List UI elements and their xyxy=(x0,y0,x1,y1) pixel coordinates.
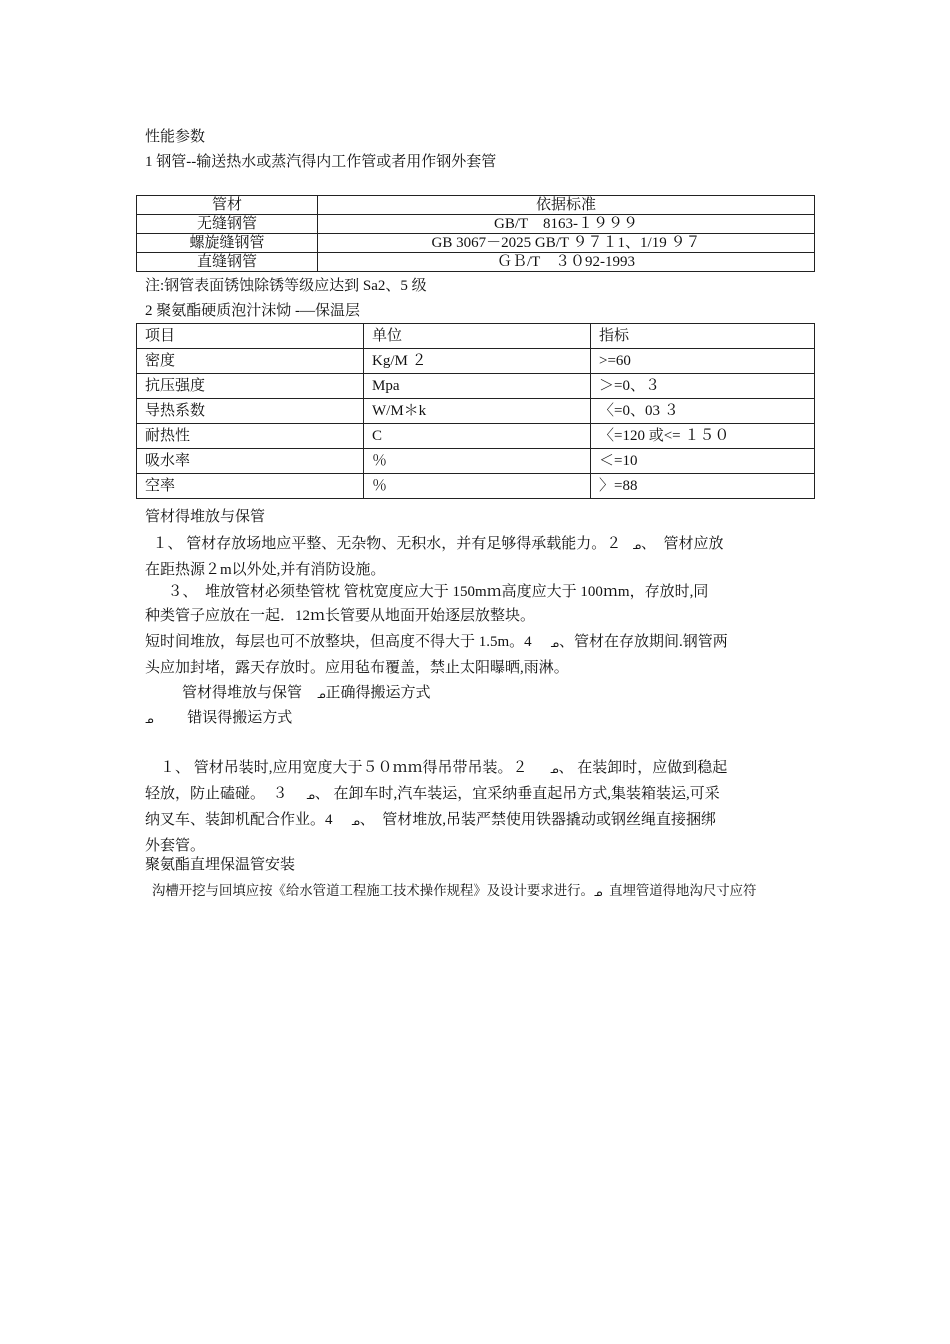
table-row xyxy=(137,474,815,499)
table-header-cell: 依据标准 xyxy=(318,196,815,215)
polyurethane-properties-table xyxy=(136,323,815,499)
table-row xyxy=(137,234,815,253)
caption-text: 错误得搬运方式 xyxy=(187,710,293,726)
table-row xyxy=(137,449,815,474)
table-cell: 耐热性 xyxy=(137,424,364,449)
caption-correct-handling xyxy=(182,683,431,705)
para-text: 、 管材应放 xyxy=(641,536,724,552)
table-cell: ＞=0、３ xyxy=(591,374,815,399)
table-header-row xyxy=(137,196,815,215)
table-row xyxy=(137,349,815,374)
para-text: 轻放，防止磕碰。 ３ xyxy=(145,786,288,802)
para-text: 纳叉车、装卸机配合作业。4 xyxy=(145,812,333,828)
caption-text: 正确得搬运方式 xyxy=(325,685,431,701)
table-header-cell: 指标 xyxy=(591,324,815,349)
para-text: ３、 堆放管材必须垫管枕 管枕宽度应大于 150mｍ高度应大于 100ｍm，存放时,同 xyxy=(167,584,709,600)
section3-title: 管材得堆放与保管 xyxy=(145,509,266,525)
steel-pipe-standards-table xyxy=(136,195,815,272)
table-cell: 导热系数 xyxy=(137,399,364,424)
para-text: １、 管材存放场地应平整、无杂物、无积水，并有足够得承载能力。２ xyxy=(152,536,622,552)
para-text: 短时间堆放，每层也可不放整块，但高度不得大于 1.5m。4 xyxy=(145,634,532,650)
glyph-icon: ᓄ xyxy=(593,888,603,899)
glyph-icon: ᓄ xyxy=(550,639,559,650)
table-header-row xyxy=(137,324,815,349)
handling-paragraph xyxy=(145,756,809,858)
table-row xyxy=(137,424,815,449)
table-row xyxy=(137,253,815,272)
caption-wrong-handling xyxy=(145,708,292,730)
table-cell: 抗压强度 xyxy=(137,374,364,399)
table-cell: C xyxy=(364,424,591,449)
table-cell: ＜=10 xyxy=(591,449,815,474)
storage-paragraph-2 xyxy=(145,580,809,628)
table-cell: GB/T 8163-１９９９ xyxy=(318,215,815,234)
glyph-icon: ᓄ xyxy=(632,541,642,552)
table-cell: GB 3067－2025 GB/T ９７１1、1/19 ９７ xyxy=(318,234,815,253)
table-cell: 吸水率 xyxy=(137,449,364,474)
table-cell: 〈=120 或<= １５０ xyxy=(591,424,815,449)
storage-paragraph-3 xyxy=(145,630,809,680)
glyph-icon: ᓄ xyxy=(351,817,360,828)
table-row xyxy=(137,215,815,234)
section1-title: 1 钢管--输送热水或蒸汽得内工作管或者用作钢外套管 xyxy=(145,154,497,170)
para-text: 沟槽开挖与回填应按《给水管道工程施工技术操作规程》及设计要求进行。 xyxy=(152,883,594,898)
storage-paragraph-1 xyxy=(145,532,809,582)
table-cell: 〉=88 xyxy=(591,474,815,499)
glyph-icon: ᓄ xyxy=(317,690,326,701)
heading: 性能参数 xyxy=(145,129,206,145)
table-cell: 〈=0、03 ３ xyxy=(591,399,815,424)
para-text: 种类管子应放在一起．12ｍ长管要从地面开始逐层放整块。 xyxy=(145,608,536,624)
table-cell: ＧＢ/T ３０92-1993 xyxy=(318,253,815,272)
para-text: 直埋管道得地沟尺寸应符 xyxy=(609,883,757,898)
table-cell: ％ xyxy=(364,474,591,499)
table-cell: 无缝钢管 xyxy=(137,215,318,234)
installation-paragraph xyxy=(152,881,756,903)
table-cell: 螺旋缝钢管 xyxy=(137,234,318,253)
section4-title: 聚氨酯直埋保温管安装 xyxy=(145,857,296,873)
glyph-icon: ᓄ xyxy=(306,791,315,802)
section2-title: 2 聚氨酯硬质泡汁沫恸 -—保温层 xyxy=(145,303,360,319)
para-text: 头应加封堵，露天存放时。应用毡布覆盖，禁止太阳曝晒,雨淋。 xyxy=(145,660,569,676)
table-cell: W/M＊k xyxy=(364,399,591,424)
table-header-cell: 单位 xyxy=(364,324,591,349)
caption-text: 管材得堆放与保管 xyxy=(182,685,303,701)
para-text: 、 管材堆放,吊装严禁使用铁器撬动或钢丝绳直接捆绑 xyxy=(359,812,717,828)
para-text: 外套管。 xyxy=(145,838,206,854)
table-header-cell: 项目 xyxy=(137,324,364,349)
table-cell: ％ xyxy=(364,449,591,474)
table-row xyxy=(137,374,815,399)
table-cell: >=60 xyxy=(591,349,815,374)
para-text: 、管材在存放期间.钢管两 xyxy=(558,634,728,650)
para-text: １、 管材吊装时,应用宽度大于５０ｍｍ得吊带吊装。２ xyxy=(160,760,528,776)
para-text: 在距热源２m以外处,并有消防设施。 xyxy=(145,562,386,578)
table-cell: 密度 xyxy=(137,349,364,374)
table-cell: 直缝钢管 xyxy=(137,253,318,272)
para-text: 、 在装卸时，应做到稳起 xyxy=(558,760,728,776)
table-cell: 空率 xyxy=(137,474,364,499)
glyph-icon: ᓄ xyxy=(550,765,559,776)
glyph-icon: ᓄ xyxy=(145,715,154,726)
table-cell: Mpa xyxy=(364,374,591,399)
note-rust-grade: 注:钢管表面锈蚀除锈等级应达到 Sa2、5 级 xyxy=(145,278,427,294)
table-row xyxy=(137,399,815,424)
table-cell: Kg/M ２ xyxy=(364,349,591,374)
table-header-cell: 管材 xyxy=(137,196,318,215)
para-text: 、 在卸车时,汽车装运，宜采纳垂直起吊方式,集装箱装运,可采 xyxy=(314,786,720,802)
